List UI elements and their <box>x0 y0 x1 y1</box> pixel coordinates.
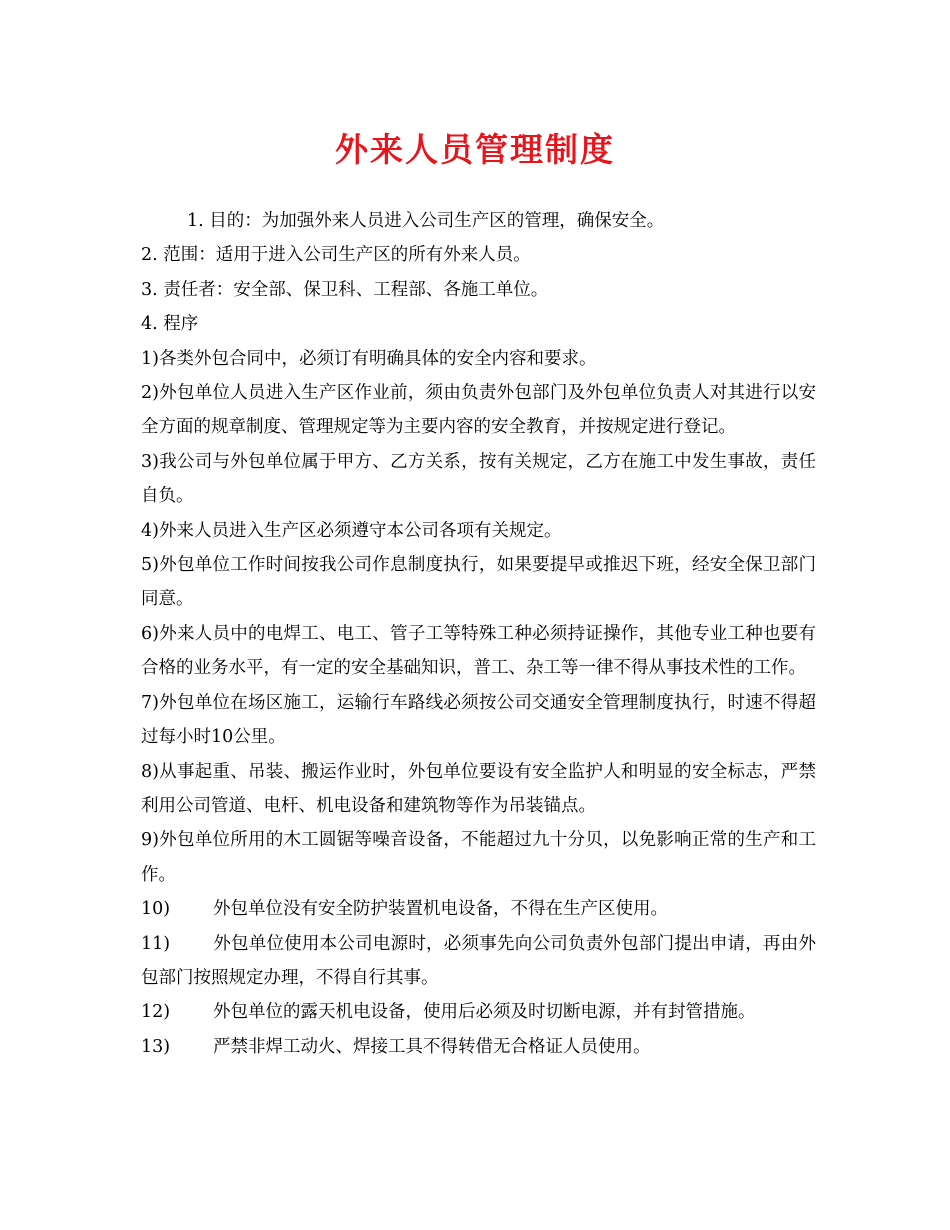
procedure-item-7: 7)外包单位在场区施工，运输行车路线必须按公司交通安全管理制度执行，时速不得超过每小时10公里。 <box>141 692 816 748</box>
section-responsible: 3. 责任者：安全部、保卫科、工程部、各施工单位。 <box>141 279 549 300</box>
procedure-item-2: 2)外包单位人员进入生产区作业前，须由负责外包部门及外包单位负责人对其进行以安全方面的规章制度、管理规定等为主要内容的安全教育，并按规定进行登记。 <box>141 383 816 438</box>
item-number: 13) <box>141 1036 171 1057</box>
document-title: 外来人员管理制度 <box>335 130 615 169</box>
procedure-item-1: 1)各类外包合同中，必须订有明确具体的安全内容和要求。 <box>141 348 597 369</box>
procedure-item-3: 3)我公司与外包单位属于甲方、乙方关系，按有关规定，乙方在施工中发生事故，责任自负。 <box>141 451 816 507</box>
procedure-item-8: 8)从事起重、吊装、搬运作业时，外包单位要设有安全监护人和明显的安全标志，严禁利用公司管道、电杆、机电设备和建筑物等作为吊装锚点。 <box>141 761 816 816</box>
procedure-item-13 <box>141 1030 816 1064</box>
item-number: 10) <box>141 899 171 920</box>
section-purpose: 1. 目的：为加强外来人员进入公司生产区的管理，确保安全。 <box>187 211 665 231</box>
procedure-item-12 <box>141 995 816 1029</box>
section-scope: 2. 范围：适用于进入公司生产区的所有外来人员。 <box>141 245 531 266</box>
item-number: 12) <box>141 1002 171 1023</box>
item-text: 外包单位的露天机电设备，使用后必须及时切断电源，并有封管措施。 <box>213 1002 756 1023</box>
document-body <box>141 204 816 1064</box>
item-text: 严禁非焊工动火、焊接工具不得转借无合格证人员使用。 <box>213 1036 651 1057</box>
procedure-item-10 <box>141 892 816 926</box>
procedure-item-5: 5)外包单位工作时间按我公司作息制度执行，如果要提早或推迟下班，经安全保卫部门同意。 <box>141 555 816 610</box>
procedure-item-11 <box>141 927 816 996</box>
section-procedure-heading: 4. 程序 <box>141 314 199 335</box>
item-number: 11) <box>141 933 171 954</box>
procedure-item-6: 6)外来人员中的电焊工、电工、管子工等特殊工种必须持证操作，其他专业工种也要有合格的业务水平，有一定的安全基础知识，普工、杂工等一律不得从事技术性的工作。 <box>141 623 816 679</box>
item-text: 外包单位没有安全防护装置机电设备，不得在生产区使用。 <box>213 899 668 920</box>
item-text: 外包单位使用本公司电源时，必须事先向公司负责外包部门提出申请，再由外包部门按照规定办理，不得自行其事。 <box>141 933 816 988</box>
procedure-item-9: 9)外包单位所用的木工圆锯等噪音设备，不能超过九十分贝，以免影响正常的生产和工作。 <box>141 830 816 885</box>
procedure-item-4: 4)外来人员进入生产区必须遵守本公司各项有关规定。 <box>141 520 562 541</box>
